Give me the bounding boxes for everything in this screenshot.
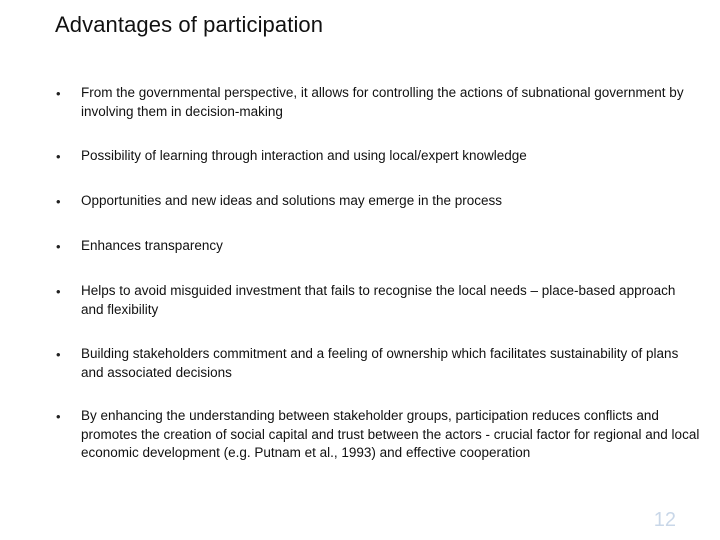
bullet-icon: • bbox=[56, 194, 61, 209]
bullet-icon: • bbox=[56, 149, 61, 164]
bullet-icon: • bbox=[56, 409, 61, 424]
bullet-text: Building stakeholders commitment and a feeling of ownership which facilitates sustainability of plans and associated decisions bbox=[81, 346, 679, 380]
bullet-text: By enhancing the understanding between stakeholder groups, participation reduces conflicts and promotes the creation of social capital and trust between the actors - crucial factor for regional and local economic development (e.g. Putnam et al., 1993) and effective cooperation bbox=[81, 408, 700, 460]
bullet-icon: • bbox=[56, 347, 61, 362]
bullet-text: Enhances transparency bbox=[81, 238, 223, 253]
bullet-icon: • bbox=[56, 239, 61, 254]
bullet-icon: • bbox=[56, 284, 61, 299]
bullet-text: Helps to avoid misguided investment that fails to recognise the local needs – place-based approach and flexibility bbox=[81, 283, 676, 317]
bullet-text: From the governmental perspective, it allows for controlling the actions of subnational government by involving them in decision-making bbox=[81, 85, 684, 119]
page-number: 12 bbox=[653, 509, 676, 531]
bullet-text: Possibility of learning through interaction and using local/expert knowledge bbox=[81, 148, 527, 163]
bullet-text: Opportunities and new ideas and solutions may emerge in the process bbox=[81, 193, 502, 208]
bullet-icon: • bbox=[56, 86, 61, 101]
slide-title: Advantages of participation bbox=[55, 12, 324, 37]
